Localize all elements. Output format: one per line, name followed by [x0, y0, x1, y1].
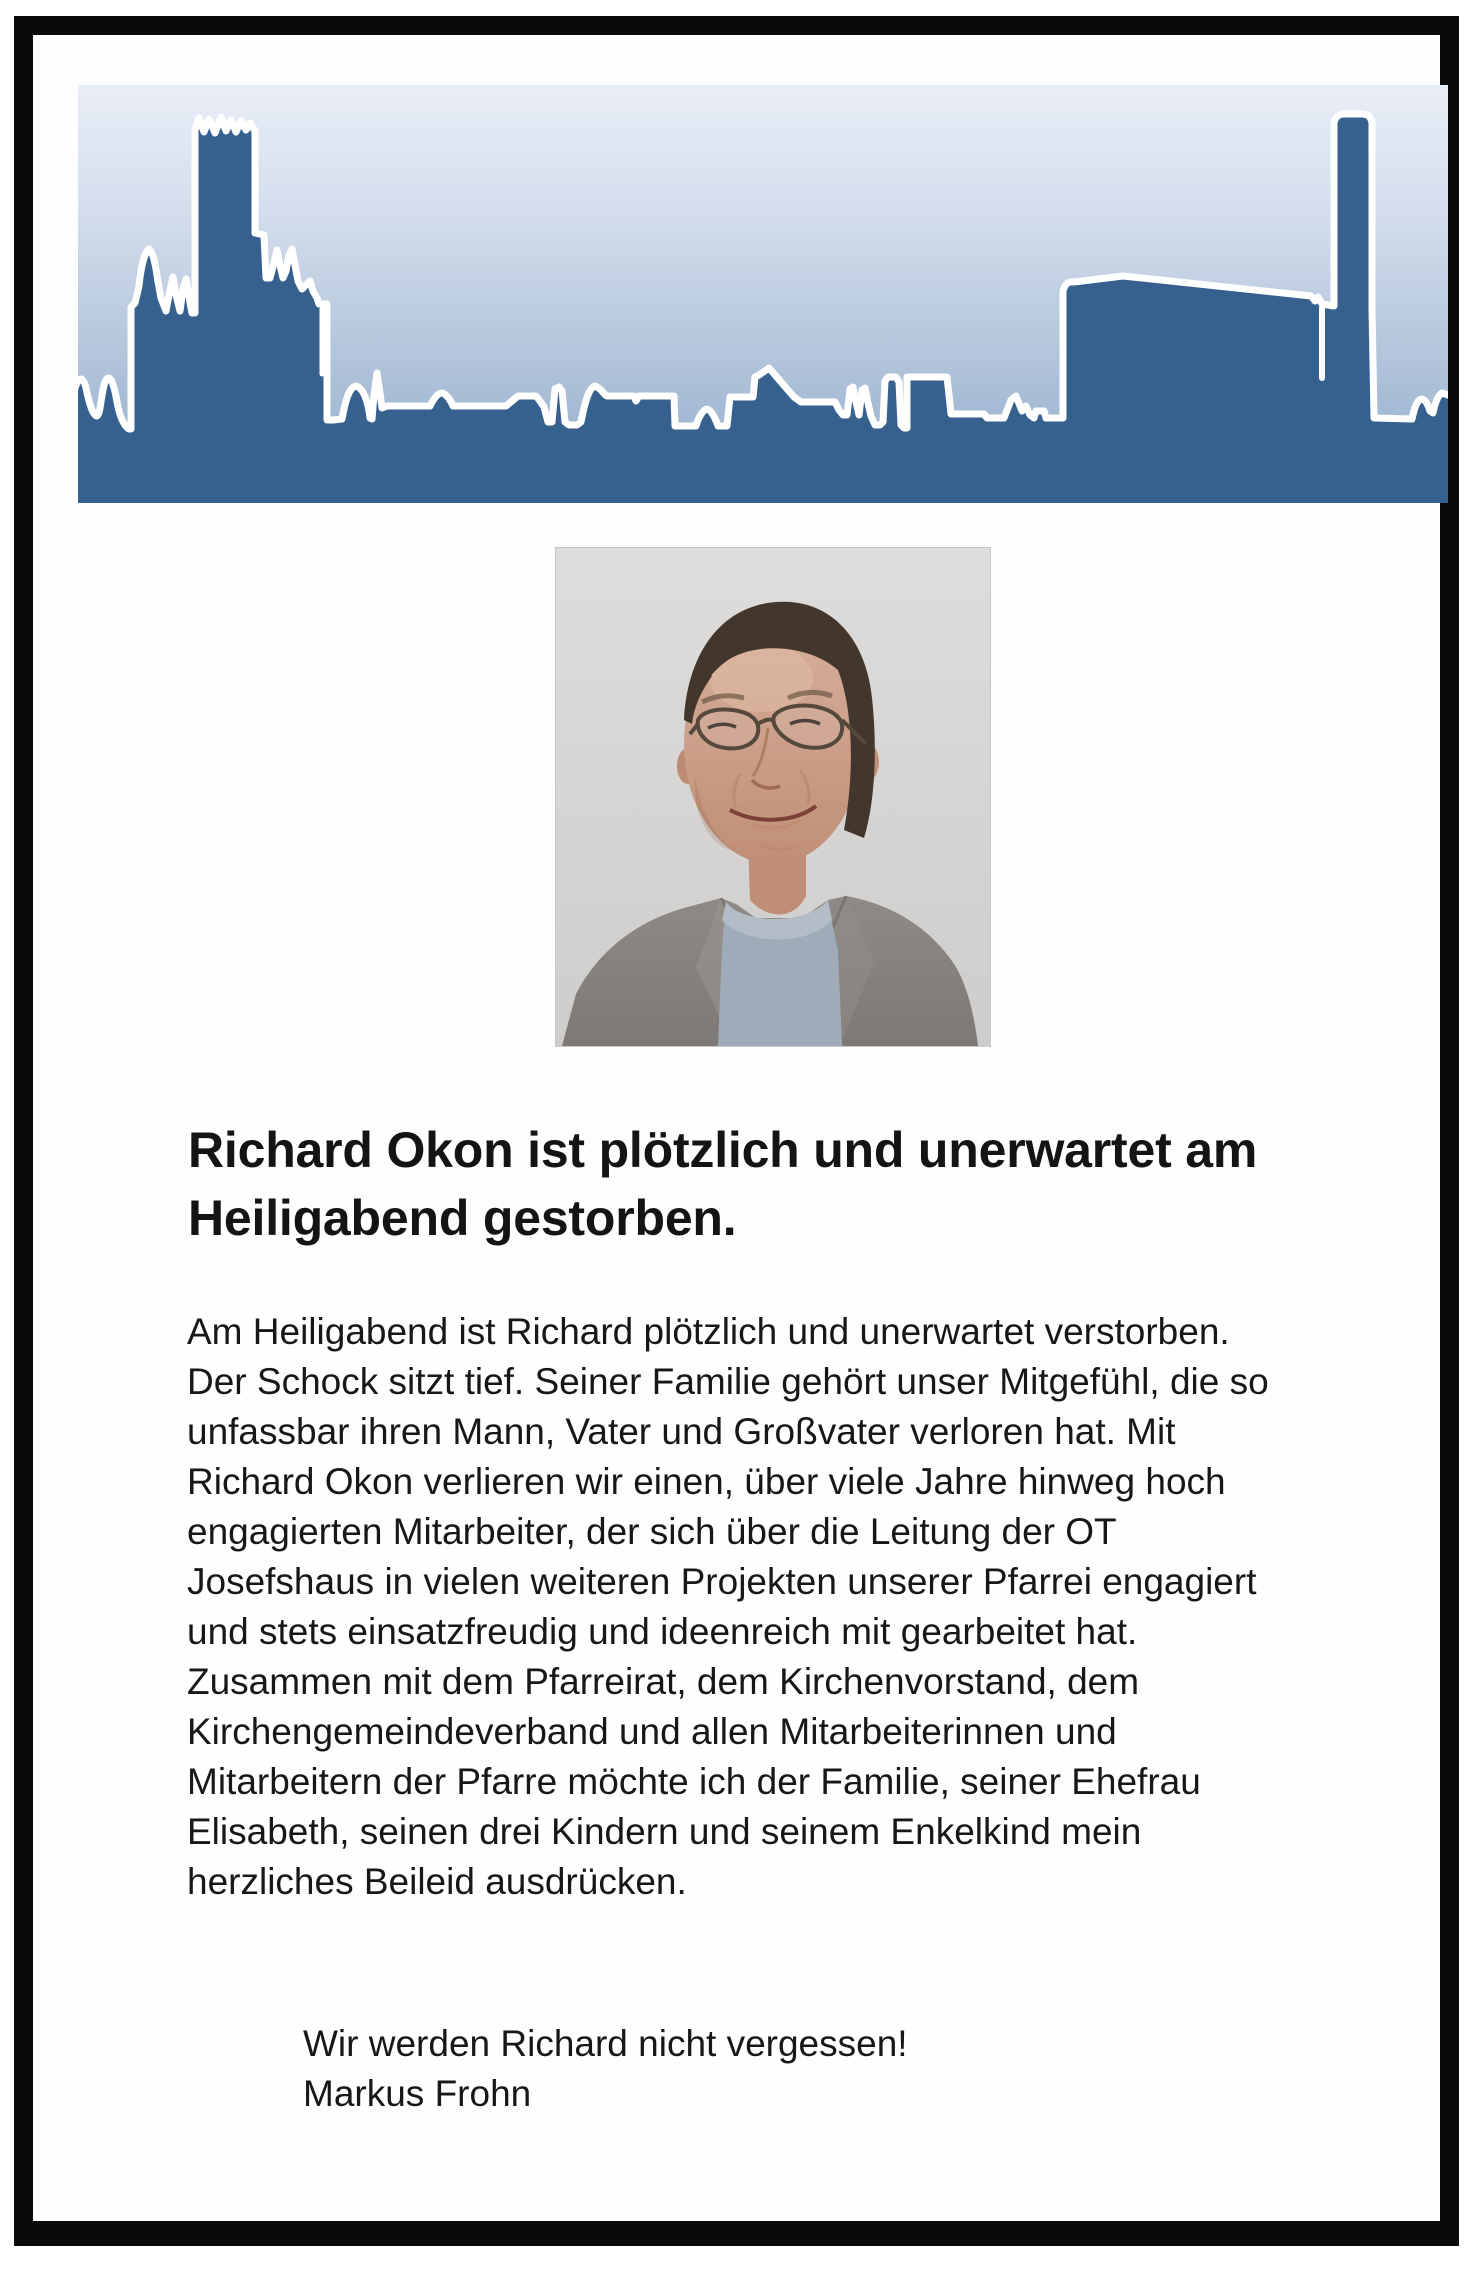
body-line: Richard Okon verlieren wir einen, über viele Jahre hinweg hoch: [187, 1461, 1226, 1502]
body-line: und stets einsatzfreudig und ideenreich mit gearbeitet hat.: [187, 1611, 1138, 1652]
page-frame: [14, 16, 1459, 2246]
body-line: Elisabeth, seinen drei Kindern und seinem Enkelkind mein: [187, 1811, 1142, 1852]
body-line: unfassbar ihren Mann, Vater und Großvater verloren hat. Mit: [187, 1411, 1176, 1452]
portrait-photo: [555, 547, 991, 1047]
headline: [188, 1116, 1448, 1252]
closing: [303, 2019, 1403, 2119]
signature: Markus Frohn: [303, 2073, 532, 2114]
body-line: engagierten Mitarbeiter, der sich über die Leitung der OT: [187, 1511, 1117, 1552]
skyline-graphic: [78, 85, 1448, 503]
portrait-illustration: [556, 548, 990, 1046]
body-line: Kirchengemeindeverband und allen Mitarbeiterinnen und: [187, 1711, 1117, 1752]
headline-line-2: Heiligabend gestorben.: [188, 1190, 737, 1246]
body-line: Mitarbeitern der Pfarre möchte ich der Familie, seiner Ehefrau: [187, 1761, 1201, 1802]
skyline-banner: [78, 85, 1448, 503]
body-line: Der Schock sitzt tief. Seiner Familie gehört unser Mitgefühl, die so: [187, 1361, 1269, 1402]
body-line: Josefshaus in vielen weiteren Projekten unserer Pfarrei engagiert: [187, 1561, 1257, 1602]
body-line: Am Heiligabend ist Richard plötzlich und unerwartet verstorben.: [187, 1311, 1230, 1352]
headline-line-1: Richard Okon ist plötzlich und unerwartet am: [188, 1122, 1258, 1178]
body-line: herzliches Beileid ausdrücken.: [187, 1861, 687, 1902]
body-paragraph: [187, 1307, 1457, 1907]
closing-line: Wir werden Richard nicht vergessen!: [303, 2023, 908, 2064]
body-line: Zusammen mit dem Pfarreirat, dem Kirchenvorstand, dem: [187, 1661, 1140, 1702]
city-silhouette-shape: [78, 114, 1448, 503]
